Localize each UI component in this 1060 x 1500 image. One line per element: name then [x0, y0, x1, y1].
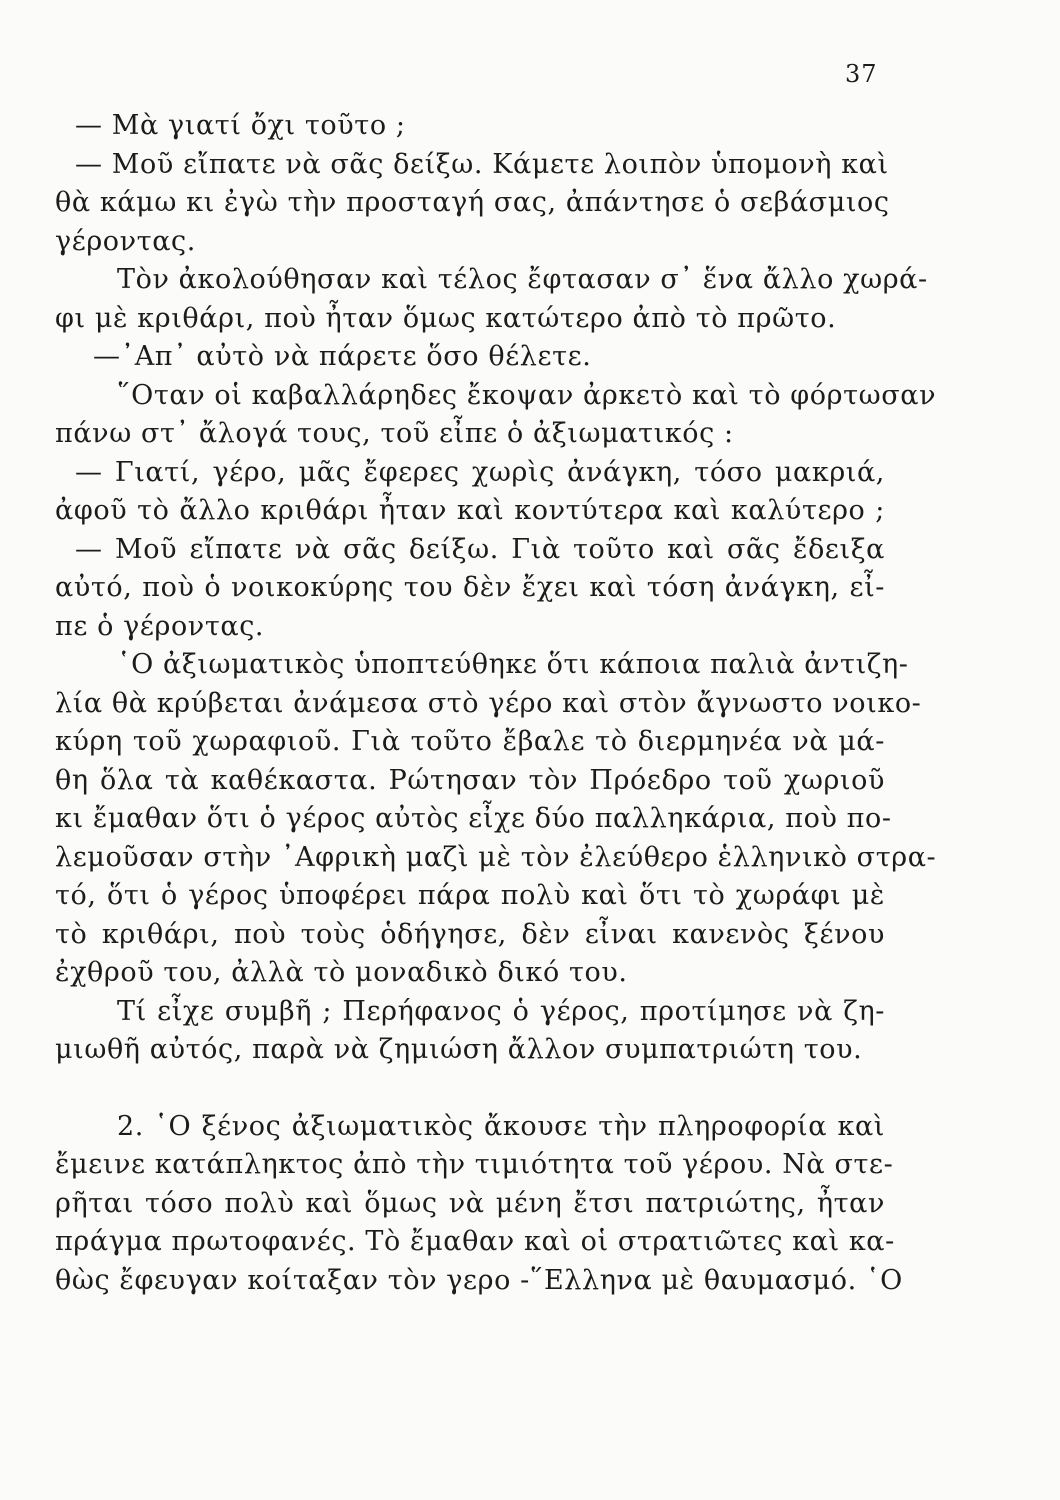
text-line: ἀφοῦ τὸ ἄλλο κριθάρι ἦταν καὶ κοντύτερα καὶ καλύτερο ; [55, 495, 885, 526]
section-gap [55, 1070, 885, 1108]
text-line: λεμοῦσαν στὴν ᾿Αφρικὴ μαζὶ μὲ τὸν ἐλεύθερο ἑλληνικὸ στρα- [55, 841, 937, 873]
text-line: κι ἔμαθαν ὅτι ὁ γέρος αὐτὸς εἶχε δύο παλληκάρια, ποὺ πο- [55, 803, 892, 834]
text-line: — Μὰ γιατί ὄχι τοῦτο ; [75, 110, 406, 141]
text-line: γέροντας. [55, 225, 196, 257]
text-line: τό, ὅτι ὁ γέρος ὑποφέρει πάρα πολὺ καὶ ὅτι τὸ χωράφι μὲ [55, 880, 885, 911]
text-line: ἔμεινε κατάπληκτος ἀπὸ τὴν τιμιότητα τοῦ γέρου. Νὰ στε- [55, 1149, 894, 1180]
text-line: λία θὰ κρύβεται ἀνάμεσα στὸ γέρο καὶ στὸν ἄγνωστο νοικο- [55, 687, 922, 719]
text-line: —᾿Απ᾿ αὐτὸ νὰ πάρετε ὅσο θέλετε. [93, 341, 592, 372]
text-line: — Μοῦ εἴπατε νὰ σᾶς δείξω. Κάμετε λοιπὸν ὑπομονὴ καὶ [75, 148, 889, 180]
text-line: θη ὅλα τὰ καθέκαστα. Ρώτησαν τὸν Πρόεδρο τοῦ χωριοῦ [55, 764, 885, 796]
text-line: θὰ κάμω κι ἐγὼ τὴν προσταγή σας, ἀπάντησε ὁ σεβάσμιος [55, 187, 890, 218]
text-line: πάνω στ᾿ ἄλογά τους, τοῦ εἶπε ὁ ἀξιωματικός : [55, 418, 734, 449]
text-line: ῞Οταν οἱ καβαλλάρηδες ἔκοψαν ἀρκετὸ καὶ τὸ φόρτωσαν [117, 379, 937, 411]
text-line: 2. ῾Ο ξένος ἀξιωματικὸς ἄκουσε τὴν πληροφορία καὶ [117, 1110, 885, 1142]
text-line: ῾Ο ἀξιωματικὸς ὑποπτεύθηκε ὅτι κάποια παλιὰ ἀντιζη- [117, 649, 909, 680]
text-line: — Γιατί, γέρο, μᾶς ἔφερες χωρὶς ἀνάγκη, τόσο μακριά, [75, 456, 885, 488]
text-line: πράγμα πρωτοφανές. Τὸ ἔμαθαν καὶ οἱ στρατιῶτες καὶ κα- [55, 1226, 895, 1257]
text-line: θὼς ἔφευγαν κοίταξαν τὸν γερο -῞Ελληνα μὲ θαυμασμό. ῾Ο [55, 1264, 903, 1296]
text-line: μιωθῆ αὐτός, παρὰ νὰ ζημιώση ἄλλον συμπατριώτη του. [55, 1034, 863, 1065]
text-line: αὐτό, ποὺ ὁ νοικοκύρης του δὲν ἔχει καὶ τόση ἀνάγκη, εἶ- [55, 572, 885, 603]
text-line: τὸ κριθάρι, ποὺ τοὺς ὁδήγησε, δὲν εἶναι κανενὸς ξένου [55, 918, 885, 950]
text-line: κύρη τοῦ χωραφιοῦ. Γιὰ τοῦτο ἔβαλε τὸ διερμηνέα νὰ μά- [55, 726, 885, 757]
page-number: 37 [845, 60, 878, 88]
text-line: ἐχθροῦ του, ἀλλὰ τὸ μοναδικὸ δικό του. [55, 957, 628, 988]
text-line: — Μοῦ εἴπατε νὰ σᾶς δείξω. Γιὰ τοῦτο καὶ σᾶς ἔδειξα [75, 533, 885, 565]
text-line: φι μὲ κριθάρι, ποὺ ἦταν ὅμως κατώτερο ἀπὸ τὸ πρῶτο. [55, 302, 837, 334]
text-line: Τὸν ἀκολούθησαν καὶ τέλος ἔφτασαν σ᾿ ἕνα ἄλλο χωρά- [117, 264, 928, 295]
text-line: ρῆται τόσο πολὺ καὶ ὅμως νὰ μένη ἔτσι πατριώτης, ἦταν [55, 1187, 885, 1219]
text-line: Τί εἶχε συμβῆ ; Περήφανος ὁ γέρος, προτίμησε νὰ ζη- [117, 995, 885, 1027]
text-line: πε ὁ γέροντας. [55, 610, 265, 642]
body-text [55, 107, 937, 1300]
